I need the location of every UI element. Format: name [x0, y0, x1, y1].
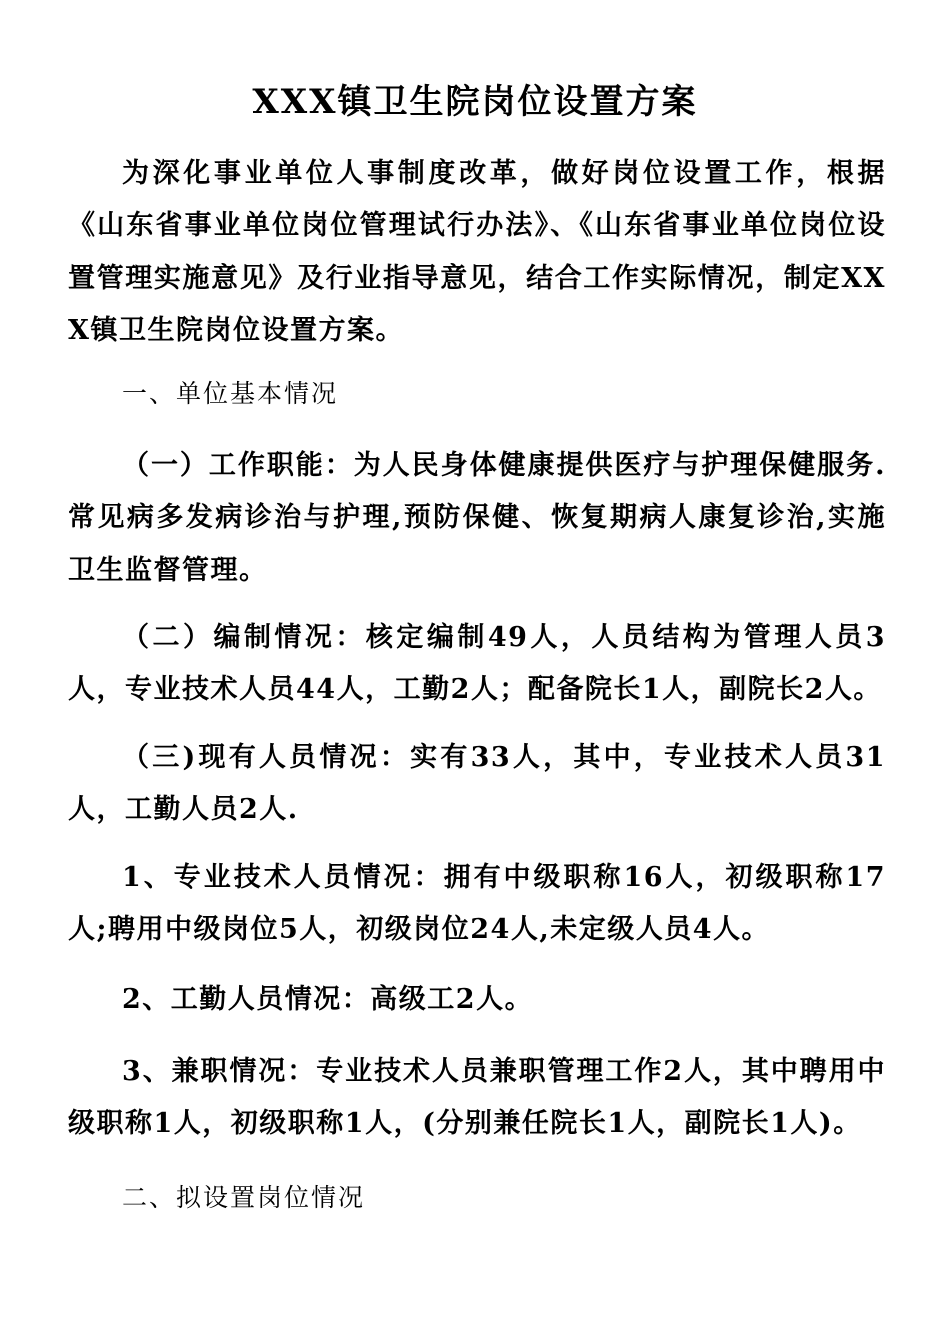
item-current-staff: （三)现有人员情况：实有33人，其中，专业技术人员31人，工勤人员2人.	[68, 742, 886, 826]
item-staffing: （二）编制情况：核定编制49人，人员结构为管理人员3人，专业技术人员44人，工勤2人；配备院长1人，副院长2人。	[68, 622, 886, 706]
intro-paragraph: 为深化事业单位人事制度改革，做好岗位设置工作，根据《山东省事业单位岗位管理试行办法》、《山东省事业单位岗位设置管理实施意见》及行业指导意见，结合工作实际情况，制定XXX镇卫生院岗位设置方案。	[68, 158, 886, 347]
document-title: XXX镇卫生院岗位设置方案	[252, 82, 698, 122]
sub-item-technical-staff: 1、专业技术人员情况：拥有中级职称16人，初级职称17人;聘用中级岗位5人，初级岗位24人,未定级人员4人。	[68, 862, 886, 946]
section-heading-1: 一、单位基本情况	[122, 379, 339, 408]
sub-item-part-time: 3、兼职情况：专业技术人员兼职管理工作2人，其中聘用中级职称1人，初级职称1人，(分别兼任院长1人，副院长1人)。	[68, 1056, 886, 1140]
item-work-function: （一）工作职能：为人民身体健康提供医疗与护理保健服务.常见病多发病诊治与护理,预防保健、恢复期病人康复诊治,实施卫生监督管理。	[68, 450, 886, 586]
section-heading-2: 二、拟设置岗位情况	[122, 1183, 366, 1212]
sub-item-workers: 2、工勤人员情况：高级工2人。	[122, 984, 534, 1015]
